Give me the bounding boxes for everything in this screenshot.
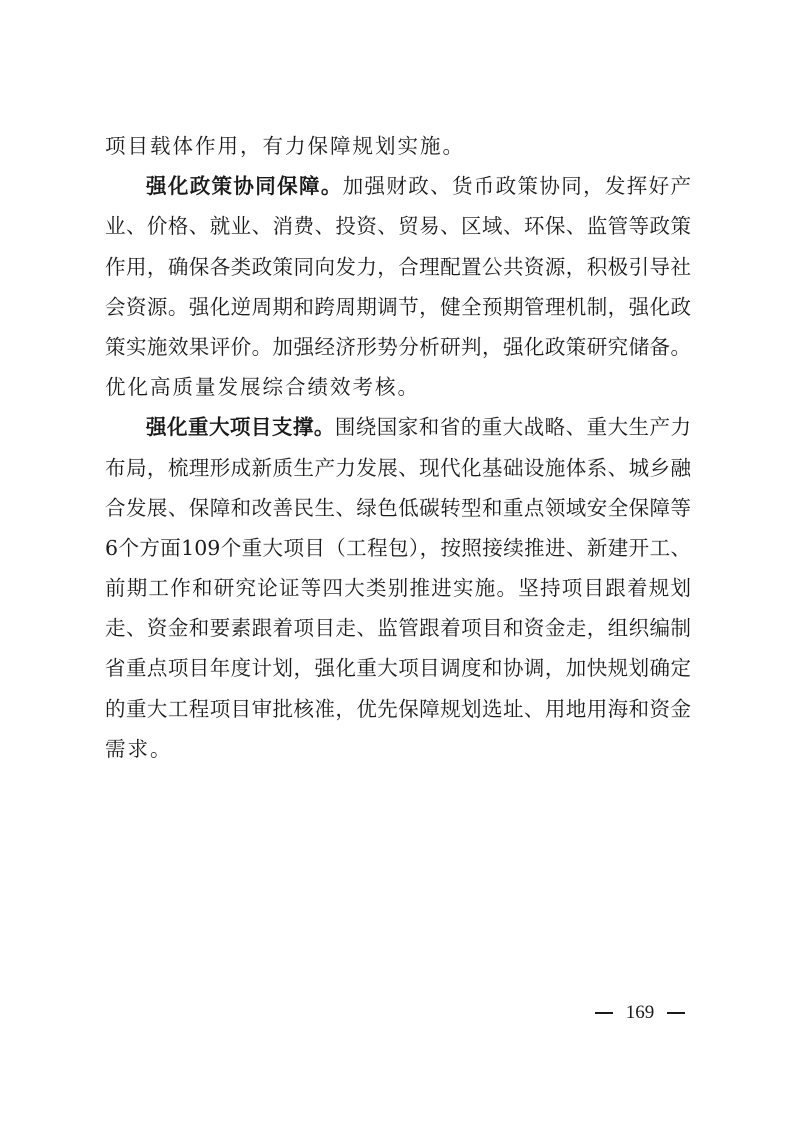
- text-line: 会资源。强化逆周期和跨周期调节，健全预期管理机制，强化政: [105, 294, 691, 319]
- page-footer: [595, 998, 685, 1028]
- dash-left-decoration: [595, 1012, 613, 1013]
- text-line: 走、资金和要素跟着项目走、监管跟着项目和资金走，组织编制: [105, 616, 691, 641]
- paragraph-heading: 强化政策协同保障。: [146, 174, 343, 199]
- text-line: [105, 166, 691, 206]
- paragraph-major-projects: [105, 407, 691, 769]
- text-line: 省重点项目年度计划，强化重大项目调度和协调，加快规划确定: [105, 656, 691, 681]
- text-line: 作用，确保各类政策同向发力，合理配置公共资源，积极引导社: [105, 254, 691, 279]
- text-line: 布局，梳理形成新质生产力发展、现代化基础设施体系、城乡融: [105, 455, 691, 480]
- text-run: 围绕国家和省的重大战略、重大生产力: [334, 415, 692, 440]
- text-line: 需求。: [105, 736, 173, 761]
- paragraph-heading: 强化重大项目支撑。: [146, 415, 335, 440]
- page-number: 169: [625, 1002, 655, 1023]
- text-line: [105, 407, 691, 447]
- dash-right-decoration: [667, 1012, 685, 1013]
- document-body: [105, 126, 691, 769]
- text-line: 策实施效果评价。加强经济形势分析研判，强化政策研究储备。: [105, 334, 691, 359]
- text-run: 加强财政、货币政策协同，发挥好产: [342, 174, 691, 199]
- text-line: 6个方面109个重大项目（工程包），按照接续推进、新建开工、: [105, 535, 691, 560]
- text-line: 的重大工程项目审批核准，优先保障规划选址、用地用海和资金: [105, 696, 691, 721]
- text-line: 业、价格、就业、消费、投资、贸易、区域、环保、监管等政策: [105, 214, 691, 239]
- text-line: 前期工作和研究论证等四大类别推进实施。坚持项目跟着规划: [105, 576, 691, 601]
- text-line: 项目载体作用，有力保障规划实施。: [105, 134, 465, 158]
- paragraph-policy-coordination: [105, 166, 691, 407]
- text-line: 合发展、保障和改善民生、绿色低碳转型和重点领域安全保障等: [105, 495, 691, 520]
- paragraph-continuation: [105, 126, 691, 166]
- text-line: 优化高质量发展综合绩效考核。: [105, 375, 420, 400]
